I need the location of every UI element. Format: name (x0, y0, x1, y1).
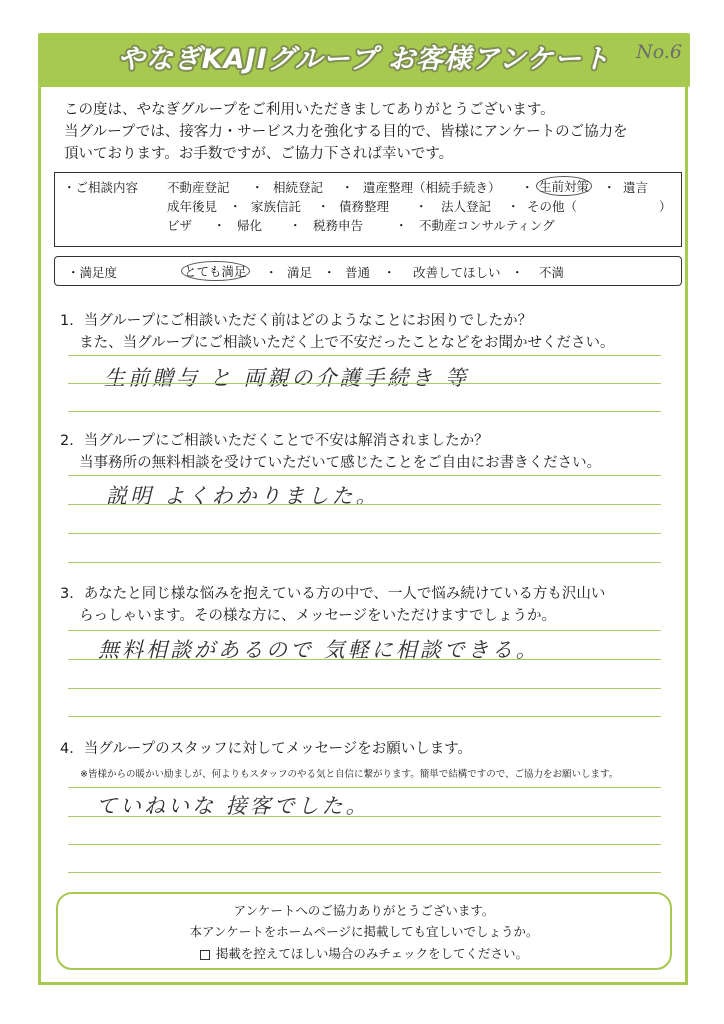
option-real-estate-consulting[interactable]: 不動産コンサルティング (419, 218, 555, 233)
option-estate-planning-selected[interactable]: 生前対策 (536, 176, 592, 196)
option-visa[interactable]: ビザ (167, 218, 193, 233)
option-naturalization[interactable]: 帰化 (237, 218, 263, 233)
option-estate-settlement[interactable]: 遺産整理（相続手続き） (363, 180, 501, 195)
satisfaction-very-satisfied-selected[interactable]: とても満足 (181, 261, 250, 281)
option-will[interactable]: 遺言 (623, 180, 649, 195)
question-line: 当事務所の無料相談を受けていただいて感じたことをご自由にお書きください。 (60, 455, 602, 471)
intro-text (64, 99, 684, 165)
option-corporate-registration[interactable]: 法人登記 (441, 199, 492, 214)
question-3 (60, 583, 605, 627)
option-other[interactable]: その他（ (527, 199, 578, 214)
no-publish-label: 掲載を控えてほしい場合のみチェックをしてください。 (215, 946, 529, 961)
footer-box (56, 892, 672, 970)
answer-4[interactable]: ていねいな 接客でした。 (96, 794, 370, 818)
satisfaction-satisfied[interactable]: 満足 (287, 265, 313, 280)
question-1 (60, 310, 614, 354)
sheet-number: No.6 (636, 41, 682, 63)
option-debt-consolidation[interactable]: 債務整理 (339, 199, 390, 214)
option-tax-return[interactable]: 税務申告 (313, 218, 364, 233)
satisfaction-dissatisfied[interactable]: 不満 (539, 265, 565, 280)
intro-line: 当グループでは、接客力・サービス力を強化する目的で、皆様にアンケートのご協力を (64, 124, 628, 140)
satisfaction-needs-improvement[interactable]: 改善してほしい (413, 265, 501, 280)
question-4-note: ※皆様からの暖かい励ましが、何よりもスタッフのやる気と自信に繋がります。簡単で結構ですので、ご協力をお願いします。 (80, 769, 619, 780)
option-adult-guardianship[interactable]: 成年後見 (167, 199, 218, 214)
question-line: 4．当グループのスタッフに対してメッセージをお願いします。 (60, 741, 473, 757)
survey-title: やなぎKAJIグループ お客様アンケート (117, 44, 611, 75)
satisfaction-label: ・満足度 (67, 265, 118, 280)
intro-line: 頂いております。お手数ですが、ご協力下されば幸いです。 (64, 146, 454, 162)
question-2 (60, 430, 601, 474)
answer-3[interactable]: 無料相談があるので 気軽に相談できる。 (98, 638, 540, 662)
question-line: らっしゃいます。その様な方に、メッセージをいただけますでしょうか。 (60, 608, 557, 624)
option-inheritance-registration[interactable]: 相続登記 (273, 180, 324, 195)
satisfaction-neutral[interactable]: 普通 (345, 265, 371, 280)
option-family-trust[interactable]: 家族信託 (251, 199, 302, 214)
question-line: また、当グループにご相談いただく上で不安だったことなどをお聞かせください。 (60, 335, 615, 351)
consultation-box: ・ご相談内容 不動産登記 ・ 相続登記 ・ 遺産整理（相続手続き） ・ 生前対策 ・ 遺言 成年後見 ・ 家族信託 ・ 債務整理 ・ 法人登記 ・ その他（ ） ビザ ・ 帰化 ・ 税務申告 ・ 不動産コンサルティング (54, 172, 682, 247)
answer-2[interactable]: 説明 よくわかりました。 (106, 484, 380, 508)
header-band (38, 33, 690, 87)
question-4 (60, 738, 472, 760)
no-publish-checkbox[interactable] (200, 950, 210, 960)
question-line: 1．当グループにご相談いただく前はどのようなことにお困りでしたか？ (60, 313, 533, 329)
answer-1[interactable]: 生前贈与 と 両親の介護手続き 等 (104, 366, 470, 390)
question-line: 3．あなたと同じ様な悩みを抱えている方の中で、一人で悩み続けている方も沢山い (60, 586, 606, 602)
satisfaction-box: ・満足度 とても満足 ・ 満足 ・ 普通 ・ 改善してほしい ・ 不満 (54, 256, 682, 286)
intro-line: この度は、やなぎグループをご利用いただきましてありがとうございます。 (64, 102, 555, 118)
footer-checkbox-row (58, 944, 670, 962)
option-other-close: ） (659, 199, 672, 214)
footer-thanks: アンケートへのご協力ありがとうございます。 (233, 903, 495, 918)
consultation-label: ・ご相談内容 (63, 180, 139, 195)
option-real-estate-registration[interactable]: 不動産登記 (167, 180, 230, 195)
footer-permission-question: 本アンケートをホームページに掲載しても宜しいでしょうか。 (189, 924, 539, 939)
question-line: 2．当グループにご相談いただくことで不安は解消されましたか？ (60, 433, 489, 449)
